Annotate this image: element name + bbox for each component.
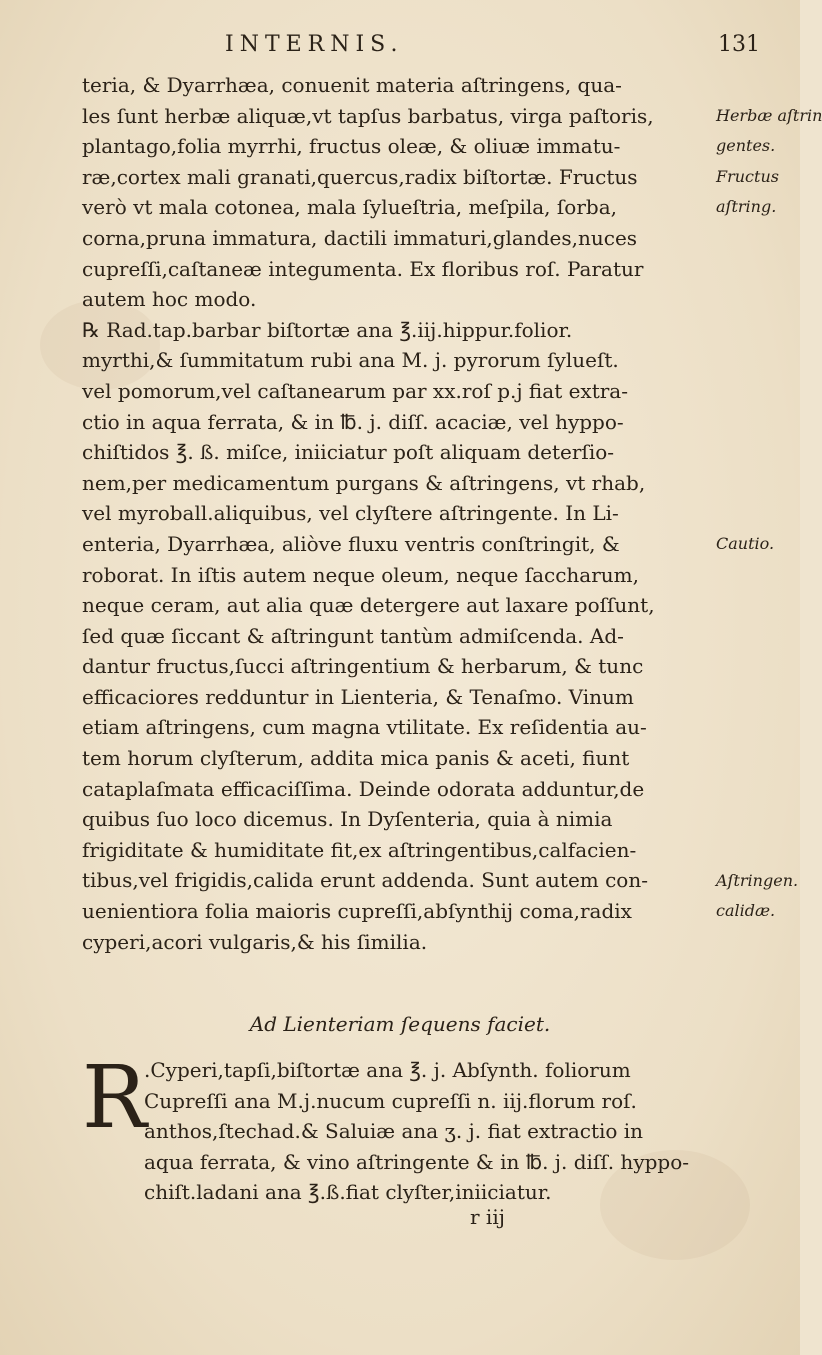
margin-note: Fructus [716, 166, 779, 186]
text-line: chiſtidos ℥. ß. miſce, iniiciatur poſt aliquam deterſio- [82, 440, 615, 465]
margin-notes [716, 0, 822, 1355]
recipe-line: aqua ferrata, & vino aſtringente & in ℔. j. diſſ. hyppo- [144, 1149, 690, 1174]
text-line: frigiditate & humiditate fit,ex aſtringentibus,calfacien- [82, 837, 637, 862]
recipe-line: anthos,ſtechad.& Saluiæ ana ʒ. j. fiat extractio in [144, 1119, 644, 1144]
margin-note: aſtring. [716, 197, 777, 217]
signature-mark: r iij [470, 1205, 505, 1229]
text-line: verò vt mala cotonea, mala ſylueſtria, meſpila, ſorba, [82, 195, 617, 220]
recipe-heading: Ad Lienteriam ſequens faciet. [249, 1012, 551, 1036]
text-line: tem horum clyſterum, addita mica panis & aceti, fiunt [82, 746, 630, 771]
text-line: plantago,folia myrrhi, fructus oleæ, & oliuæ immatu- [82, 134, 621, 159]
page-number: 131 [718, 32, 760, 57]
text-line: cyperi,acori vulgaris,& his ſimilia. [82, 929, 428, 954]
text-line: dantur fructus,ſucci aſtringentium & herbarum, & tunc [82, 654, 644, 679]
text-line: neque ceram, aut alia quæ detergere aut laxare poſſunt, [82, 593, 655, 618]
margin-note: gentes. [716, 136, 776, 156]
margin-note: Herbæ aſtrin [716, 105, 822, 125]
text-line: ræ,cortex mali granati,quercus,radix biſtortæ. Fructus [82, 164, 638, 189]
text-line: enteria, Dyarrhæa, aliòve fluxu ventris conſtringit, & [82, 531, 620, 556]
text-line: tibus,vel frigidis,calida erunt addenda. Sunt autem con- [82, 868, 648, 893]
margin-note: Cautio. [716, 534, 775, 553]
recipe-line: .Cyperi,tapſi,biſtortæ ana ℥. j. Abſynth. foliorum [144, 1058, 631, 1082]
text-line: cupreſſi,caſtaneæ integumenta. Ex floribus roſ. Paratur [82, 256, 644, 281]
running-head: INTERNIS. [225, 32, 404, 57]
text-line: myrthi,& ſummitatum rubi ana M. j. pyrorum ſylueſt. [82, 348, 619, 373]
recipe-line: Cupreſſi ana M.j.nucum cupreſſi n. iij.florum roſ. [144, 1088, 637, 1113]
text-line: vel pomorum,vel caſtanearum par xx.roſ p.j fiat extra- [82, 378, 628, 403]
text-line: autem hoc modo. [82, 287, 257, 312]
drop-cap-initial: R [82, 1048, 147, 1148]
recipe-block [82, 1048, 710, 1208]
text-line: corna,pruna immatura, dactili immaturi,glandes,nuces [82, 225, 638, 250]
text-line: uenientiora folia maioris cupreſſi,abſynthij coma,radix [82, 899, 632, 924]
text-line: quibus ſuo loco dicemus. In Dyſenteria, quia à nimia [82, 807, 613, 832]
text-line: etiam aſtringens, cum magna vtilitate. Ex reſidentia au- [82, 715, 647, 740]
text-line: vel myroball.aliquibus, vel clyſtere aſtringente. In Li- [82, 501, 619, 526]
text-line: les ſunt herbæ aliquæ,vt tapſus barbatus, virga paſtoris, [82, 103, 654, 128]
text-line: ℞ Rad.tap.barbar biſtortæ ana ℥.iij.hippur.folior. [82, 317, 573, 342]
main-text-block [82, 70, 710, 957]
margin-note: Aſtringen. [716, 870, 799, 890]
text-line: teria, & Dyarrhæa, conuenit materia aſtringens, qua- [82, 73, 622, 97]
text-line: ſed quæ ſiccant & aſtringunt tantùm admiſcenda. Ad- [82, 623, 624, 648]
page-header [0, 28, 800, 68]
recipe-line: chiſt.ladani ana ℥.ß.fiat clyſter,iniiciatur. [144, 1180, 552, 1205]
text-line: cataplaſmata efficaciſſima. Deinde odorata adduntur,de [82, 776, 645, 801]
text-line: efficaciores redduntur in Lienteria, & Tenaſmo. Vinum [82, 684, 634, 709]
text-line: ctio in aqua ferrata, & in ℔. j. diſſ. acaciæ, vel hyppo- [82, 409, 624, 434]
text-line: nem,per medicamentum purgans & aſtringens, vt rhab, [82, 470, 646, 495]
margin-note: calidæ. [716, 901, 776, 921]
text-line: roborat. In iſtis autem neque oleum, neque ſaccharum, [82, 562, 639, 587]
